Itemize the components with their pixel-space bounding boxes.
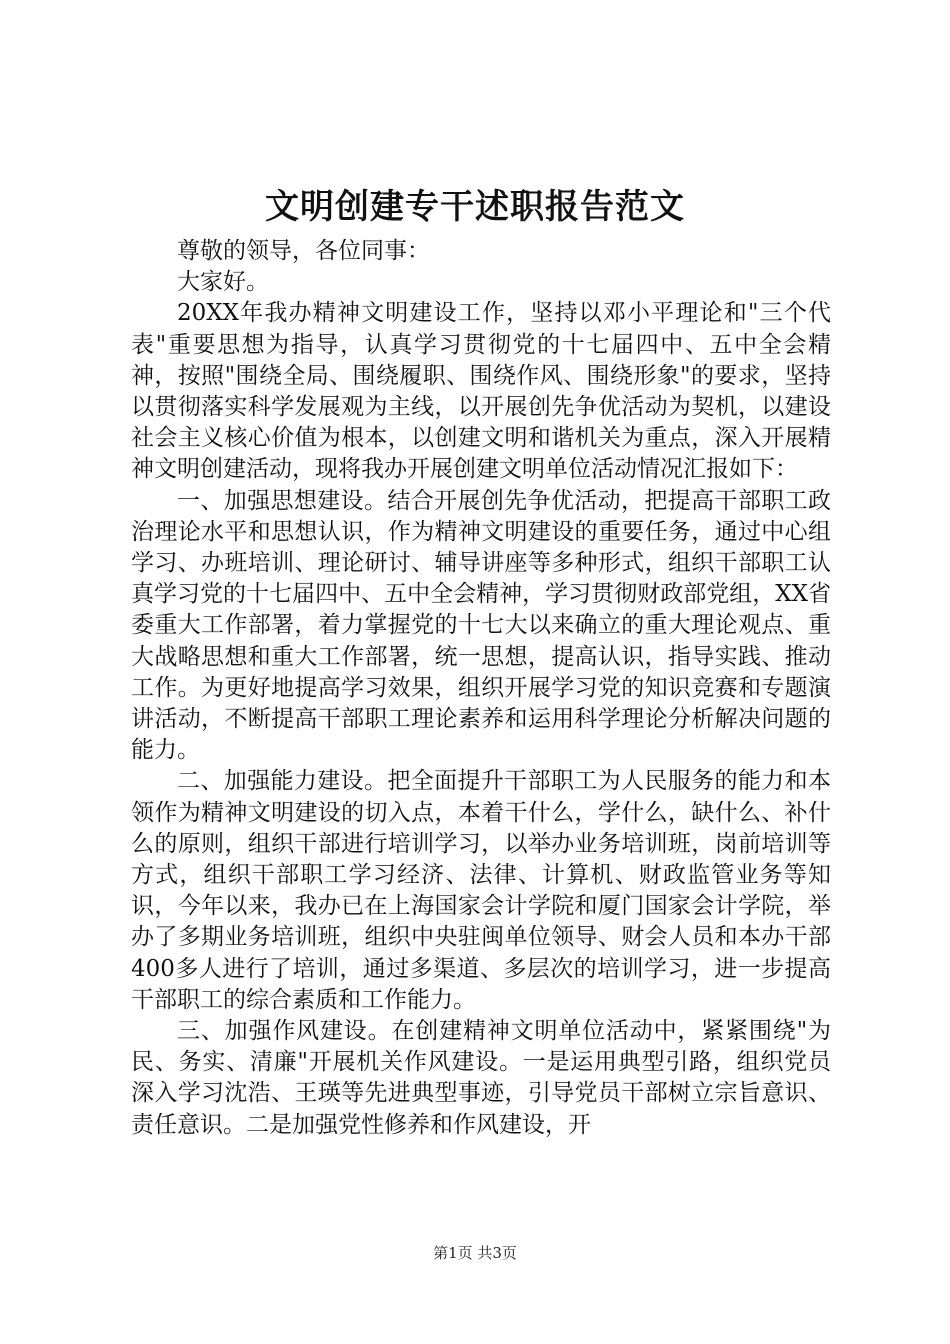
section-three-paragraph: 三、加强作风建设。在创建精神文明单位活动中，紧紧围绕"为民、务实、清廉"开展机关作风建设。一是运用典型引路，组织党员深入学习沈浩、王瑛等先进典型事迹，引导党员干部树立宗旨意识、责任意识。二是加强党性修养和作风建设，开 <box>131 1018 831 1138</box>
intro-paragraph: 20XX年我办精神文明建设工作，坚持以邓小平理论和"三个代表"重要思想为指导，认真学习贯彻党的十七届四中、五中全会精神，按照"围绕全局、围绕履职、围绕作风、围绕形象"的要求，坚持以贯彻落实科学发展观为主线，以开展创先争优活动为契机，以建设社会主义核心价值为根本，以创建文明和谐机关为重点，深入开展精神文明创建活动，现将我办开展创建文明单位活动情况汇报如下： <box>131 300 831 483</box>
greeting-paragraph: 大家好。 <box>177 269 269 296</box>
section-one-paragraph: 一、加强思想建设。结合开展创先争优活动，把提高干部职工政治理论水平和思想认识，作为精神文明建设的重要任务，通过中心组学习、办班培训、理论研讨、辅导讲座等多种形式，组织干部职工认真学习党的十七届四中、五中全会精神，学习贯彻财政部党组，XX省委重大工作部署，着力掌握党的十七大以来确立的重大理论观点、重大战略思想和重大工作部署，统一思想，提高认识，指导实践、推动工作。为更好地提高学习效果，组织开展学习党的知识竞赛和专题演讲活动，不断提高干部职工理论素养和运用科学理论分析解决问题的能力。 <box>131 487 831 764</box>
document-body <box>131 236 831 1141</box>
page-number-footer: 第1页 共3页 <box>433 1244 517 1262</box>
document-title: 文明创建专干述职报告范文 <box>265 187 685 227</box>
section-two-paragraph: 二、加强能力建设。把全面提升干部职工为人民服务的能力和本领作为精神文明建设的切入点，本着干什么，学什么，缺什么、补什么的原则，组织干部进行培训学习，以举办业务培训班，岗前培训等方式，组织干部职工学习经济、法律、计算机、财政监管业务等知识，今年以来，我办已在上海国家会计学院和厦门国家会计学院，举办了多期业务培训班，组织中央驻闽单位领导、财会人员和本办干部400多人进行了培训，通过多渠道、多层次的培训学习，进一步提高干部职工的综合素质和工作能力。 <box>131 768 831 1013</box>
salutation-paragraph: 尊敬的领导，各位同事： <box>177 238 430 264</box>
